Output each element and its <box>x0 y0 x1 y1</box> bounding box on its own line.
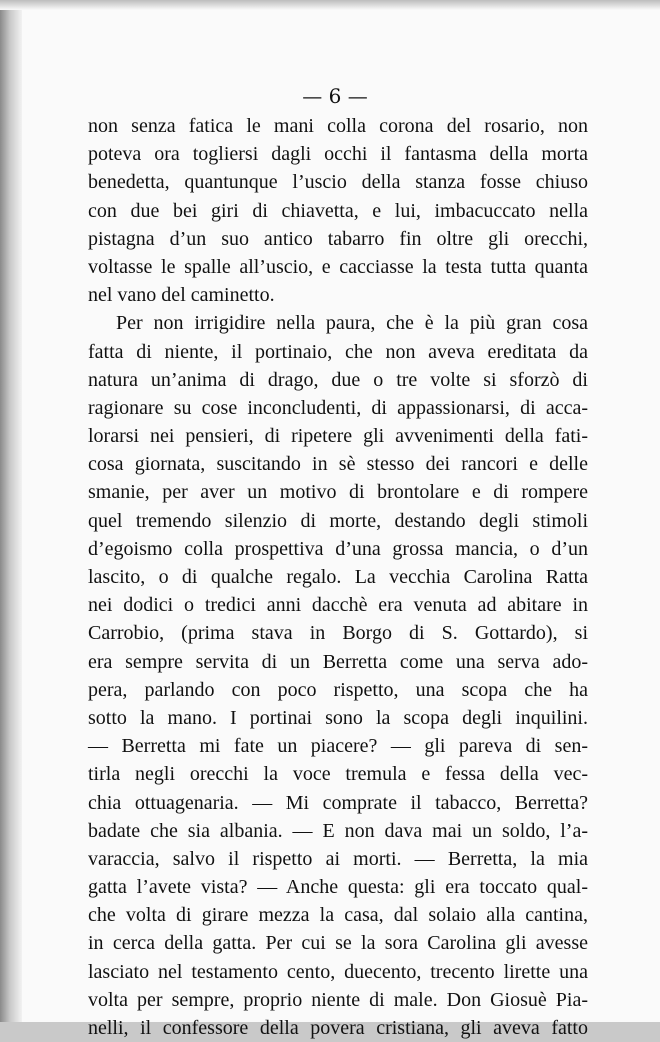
text-line: voltasse le spalle all’uscio, e cacciasse la testa tutta quanta <box>88 255 588 278</box>
text-line: gatta l’avete vista? — Anche questa: gli era toccato qual- <box>88 876 588 899</box>
text-line: varaccia, salvo il rispetto ai morti. — Berretta, la mia <box>88 847 588 870</box>
text-line: lasciato nel testamento cento, duecento, trecento lirette una <box>88 960 588 983</box>
text-line: natura un’anima di drago, due o tre volte si sforzò di <box>88 368 588 391</box>
text-line: sotto la mano. I portinai sono la scopa degli inquilini. <box>88 706 588 729</box>
text-line: Carrobio, (prima stava in Borgo di S. Gottardo), si <box>88 622 588 645</box>
text-line: in cerca della gatta. Per cui se la sora Carolina gli avesse <box>88 932 588 955</box>
text-line: lorarsi nei pensieri, di ripetere gli avvenimenti della fati- <box>88 425 588 448</box>
text-line: poteva ora togliersi dagli occhi il fantasma della morta <box>88 143 588 166</box>
text-line: smanie, per aver un motivo di brontolare e di rompere <box>88 481 588 504</box>
text-line: era sempre servita di un Berretta come una serva ado- <box>88 650 588 673</box>
text-line: nei dodici o tredici anni dacchè era venuta ad abitare in <box>88 594 588 617</box>
text-line: d’egoismo colla prospettiva d’una grossa mancia, o d’un <box>88 537 588 560</box>
text-line: fatta di niente, il portinaio, che non aveva ereditata da <box>88 340 588 363</box>
text-line: badate che sia albania. — E non dava mai un soldo, l’a- <box>88 819 588 842</box>
text-line: nelli, il confessore della povera cristiana, gli aveva fatto <box>88 1017 588 1039</box>
text-line: nel vano del caminetto. <box>88 284 275 307</box>
text-line: che volta di girare mezza la casa, dal solaio alla cantina, <box>88 904 588 927</box>
page-number: — 6 — <box>302 84 368 108</box>
text-line: tirla negli orecchi la voce tremula e fessa della vec- <box>88 763 588 786</box>
text-line: con due bei giri di chiavetta, e lui, imbacuccato nella <box>88 199 588 222</box>
text-line: volta per sempre, proprio niente di male. Don Giosuè Pia- <box>88 988 588 1011</box>
text-line: quel tremendo silenzio di morte, destando degli stimoli <box>88 509 588 532</box>
text-line: non senza fatica le mani colla corona del rosario, non <box>88 115 588 137</box>
text-line: — Berretta mi fate un piacere? — gli pareva di sen- <box>88 735 588 758</box>
body-text <box>88 112 588 1042</box>
text-line: lascito, o di qualche regalo. La vecchia Carolina Ratta <box>88 566 588 588</box>
text-line: Per non irrigidire nella paura, che è la più gran cosa <box>116 312 588 335</box>
text-line: benedetta, quantunque l’uscio della stanza fosse chiuso <box>88 171 588 194</box>
page-gutter-shadow <box>0 0 22 1022</box>
text-line: cosa giornata, suscitando in sè stesso dei rancori e delle <box>88 453 588 476</box>
text-line: ragionare su cose inconcludenti, di appassionarsi, di acca- <box>88 396 588 419</box>
text-line: pistagna d’un suo antico tabarro fin oltre gli orecchi, <box>88 227 588 250</box>
text-line: chia ottuagenaria. — Mi comprate il tabacco, Berretta? <box>88 791 588 814</box>
text-line: pera, parlando con poco rispetto, una scopa che ha <box>88 678 588 701</box>
page-top-shadow <box>0 0 660 10</box>
